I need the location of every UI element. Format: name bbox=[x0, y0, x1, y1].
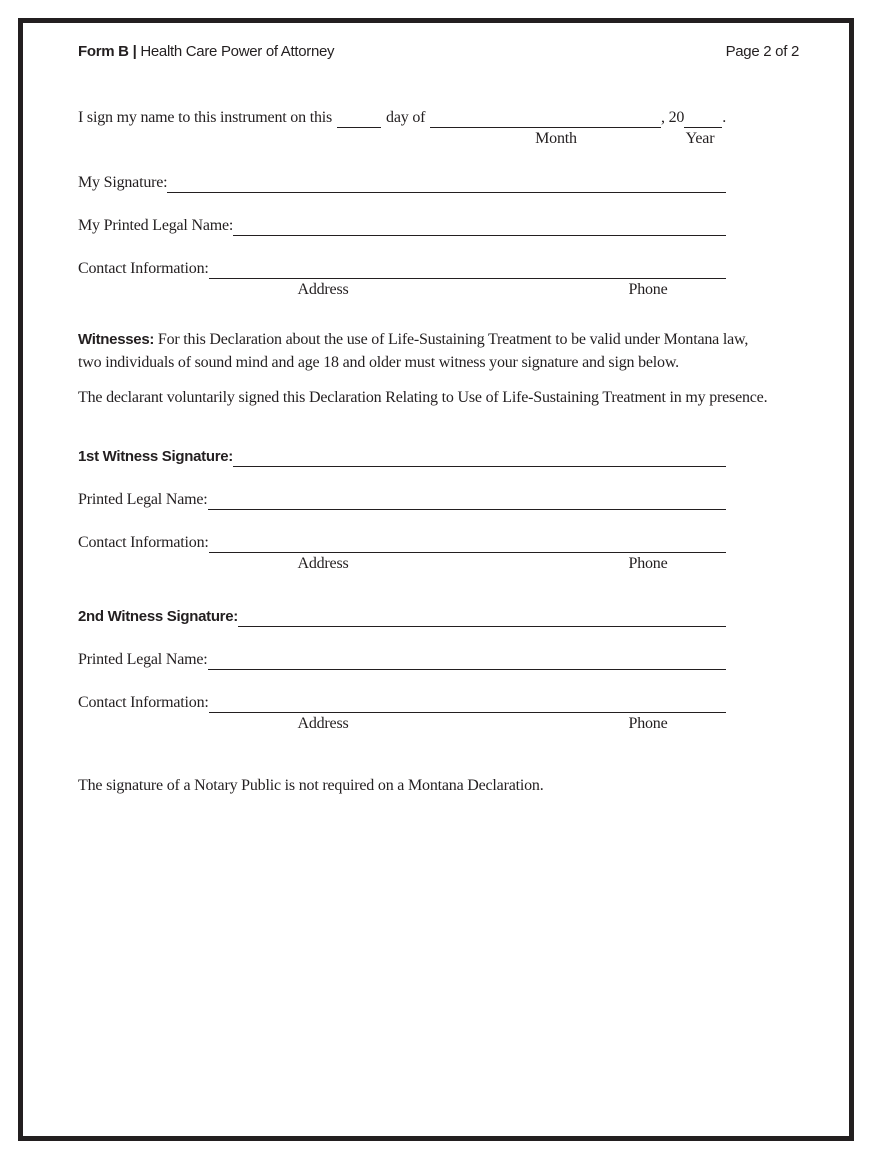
phone-caption: Phone bbox=[628, 555, 668, 572]
witness2-contact-label: Contact Information: bbox=[78, 694, 209, 711]
witness1-signature-row bbox=[78, 446, 726, 467]
form-title: Health Care Power of Attorney bbox=[140, 43, 335, 60]
witness1-signature-field[interactable] bbox=[233, 449, 726, 467]
date-captions bbox=[78, 128, 726, 149]
witness2-contact-row bbox=[78, 692, 726, 713]
form-content bbox=[78, 107, 768, 796]
address-caption: Address bbox=[297, 555, 349, 572]
page-header bbox=[78, 43, 799, 60]
witness1-contact-field[interactable] bbox=[209, 535, 726, 553]
witness2-contact-captions bbox=[78, 713, 726, 734]
my-printed-name-label: My Printed Legal Name: bbox=[78, 217, 234, 234]
day-field[interactable] bbox=[337, 110, 381, 128]
witness2-signature-row bbox=[78, 606, 726, 627]
witness2-printed-name-field[interactable] bbox=[208, 652, 727, 670]
my-printed-name-row bbox=[78, 215, 726, 236]
notary-note: The signature of a Notary Public is not required on a Montana Declaration. bbox=[78, 777, 544, 794]
date-sentence bbox=[78, 107, 726, 128]
my-contact-field[interactable] bbox=[209, 261, 726, 279]
my-contact-row bbox=[78, 258, 726, 279]
address-caption: Address bbox=[297, 715, 349, 732]
witness2-signature-label: 2nd Witness Signature: bbox=[78, 608, 238, 625]
witnesses-intro-paragraph bbox=[78, 328, 803, 374]
witness1-printed-name-label: Printed Legal Name: bbox=[78, 491, 208, 508]
my-signature-row bbox=[78, 172, 726, 193]
witness1-contact-captions bbox=[78, 553, 726, 574]
phone-caption: Phone bbox=[628, 715, 668, 732]
my-printed-name-field[interactable] bbox=[233, 218, 726, 236]
witness2-contact-field[interactable] bbox=[209, 695, 726, 713]
address-caption: Address bbox=[297, 281, 349, 298]
year-field[interactable] bbox=[684, 110, 722, 128]
form-label: Form B | bbox=[78, 43, 137, 60]
witness1-printed-name-field[interactable] bbox=[208, 492, 727, 510]
my-signature-field[interactable] bbox=[167, 175, 726, 193]
witnesses-intro-line1: For this Declaration about the use of Life-Sustaining Treatment to be valid under Montana law, bbox=[157, 331, 749, 348]
witness2-printed-name-row bbox=[78, 649, 726, 670]
date-period-text: . bbox=[722, 109, 726, 126]
month-caption: Month bbox=[535, 130, 577, 147]
year-caption: Year bbox=[685, 130, 715, 147]
page-border-frame bbox=[18, 18, 854, 1141]
witness2-signature-field[interactable] bbox=[238, 609, 726, 627]
witnesses-label: Witnesses: bbox=[78, 331, 155, 348]
witness2-printed-name-label: Printed Legal Name: bbox=[78, 651, 208, 668]
month-field[interactable] bbox=[430, 110, 661, 128]
my-contact-label: Contact Information: bbox=[78, 260, 209, 277]
presence-paragraph: The declarant voluntarily signed this Declaration Relating to Use of Life-Sustaining Treatment in my presence. bbox=[78, 389, 768, 406]
phone-caption: Phone bbox=[628, 281, 668, 298]
form-title-group bbox=[78, 43, 334, 60]
my-signature-label: My Signature: bbox=[78, 174, 168, 191]
witness1-contact-label: Contact Information: bbox=[78, 534, 209, 551]
date-mid-text: day of bbox=[386, 109, 426, 126]
witness1-printed-name-row bbox=[78, 489, 726, 510]
witness1-contact-row bbox=[78, 532, 726, 553]
date-prefix-text: I sign my name to this instrument on this bbox=[78, 109, 333, 126]
witness1-signature-label: 1st Witness Signature: bbox=[78, 448, 233, 465]
page-number: Page 2 of 2 bbox=[725, 43, 799, 60]
my-contact-captions bbox=[78, 279, 726, 300]
witnesses-intro-line2: two individuals of sound mind and age 18 and older must witness your signature and sign below. bbox=[78, 354, 679, 371]
date-suffix-text: , 20 bbox=[660, 109, 685, 126]
